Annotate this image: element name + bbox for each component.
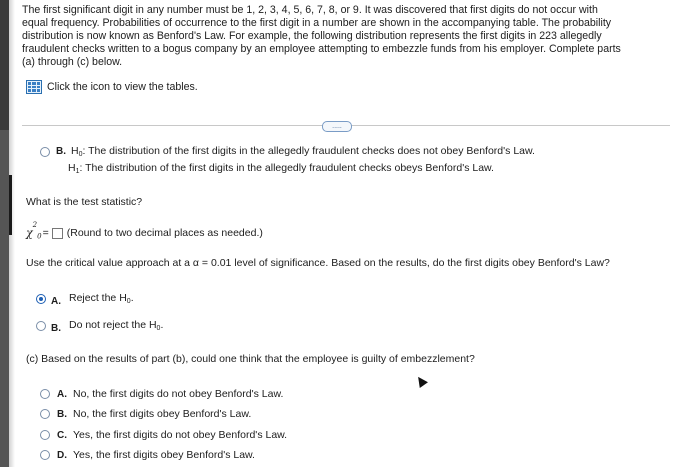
critical-value-question: Use the critical value approach at a α = 0.01 level of significance. Based on the results, do the first digits obey Benford's Law? — [26, 257, 610, 269]
reject-option-a[interactable] — [36, 292, 134, 305]
part-c-option-c[interactable] — [40, 429, 287, 441]
radio-button-selected[interactable] — [36, 294, 46, 304]
radio-button[interactable] — [40, 389, 50, 399]
option-letter: C. — [57, 429, 67, 441]
test-statistic-input[interactable] — [52, 228, 63, 239]
radio-button[interactable] — [40, 409, 50, 419]
radio-button[interactable] — [40, 430, 50, 440]
intro-line: distribution is now known as Benford's Law. For example, the following distribution represents the first digits in 223 allegedly — [22, 30, 602, 42]
intro-line: The first significant digit in any number must be 1, 2, 3, 4, 5, 6, 7, 8, or 9. It was discovered that first digits do not occur with — [22, 4, 598, 16]
left-edge-bar-lower — [0, 130, 9, 467]
option-letter: D. — [57, 449, 67, 461]
chi-square-symbol: $\chi^2_0$ — [26, 221, 42, 241]
table-grid-icon[interactable] — [26, 80, 42, 94]
option-letter: B. — [56, 146, 66, 157]
option-text: Yes, the first digits do not obey Benford's Law. — [73, 429, 288, 441]
hypothesis-option-b[interactable] — [40, 145, 535, 158]
expand-button[interactable]: ..... — [322, 121, 352, 132]
rounding-hint: (Round to two decimal places as needed.) — [66, 227, 263, 240]
option-text: No, the first digits do not obey Benford's Law. — [73, 388, 284, 400]
option-letter: A. — [57, 388, 67, 400]
reject-option-b[interactable] — [36, 319, 163, 332]
option-text: Reject the $H_0$. — [69, 292, 134, 305]
option-letter: A. — [51, 296, 61, 307]
h1-label: $H_1$: The distribution of the first digits in the allegedly fraudulent checks obeys Benford's Law. — [68, 162, 494, 175]
test-statistic-row — [26, 221, 263, 241]
scroll-indicator — [9, 175, 12, 235]
radio-button[interactable] — [36, 321, 46, 331]
option-letter: B. — [51, 323, 61, 334]
part-c-option-d[interactable] — [40, 449, 255, 461]
part-c-question: (c) Based on the results of part (b), could one think that the employee is guilty of embezzlement? — [26, 353, 475, 365]
equals-sign: = — [42, 227, 49, 240]
radio-button[interactable] — [40, 450, 50, 460]
view-tables-link[interactable] — [26, 80, 198, 94]
option-text: No, the first digits obey Benford's Law. — [73, 408, 252, 420]
option-text: Yes, the first digits obey Benford's Law. — [73, 449, 255, 461]
part-c-option-a[interactable] — [40, 388, 283, 400]
intro-line: equal frequency. Probabilities of occurrence to the first digit in a number are shown in the accompanying table. The probability — [22, 17, 612, 29]
option-text: Do not reject the $H_0$. — [69, 319, 164, 332]
intro-line: (a) through (c) below. — [22, 56, 123, 68]
mouse-cursor-icon — [414, 374, 428, 388]
intro-line: fraudulent checks written to a bogus company by an employee attempting to embezzle funds from his employer. Complete parts — [22, 43, 621, 55]
h0-label: $H_0$: The distribution of the first digits in the allegedly fraudulent checks does not obey Benford's Law. — [71, 145, 535, 158]
part-c-option-b[interactable] — [40, 408, 251, 420]
view-tables-label[interactable]: Click the icon to view the tables. — [47, 81, 198, 93]
problem-intro — [22, 4, 672, 69]
option-letter: B. — [57, 408, 67, 420]
radio-button[interactable] — [40, 147, 50, 157]
test-statistic-question: What is the test statistic? — [26, 196, 143, 208]
